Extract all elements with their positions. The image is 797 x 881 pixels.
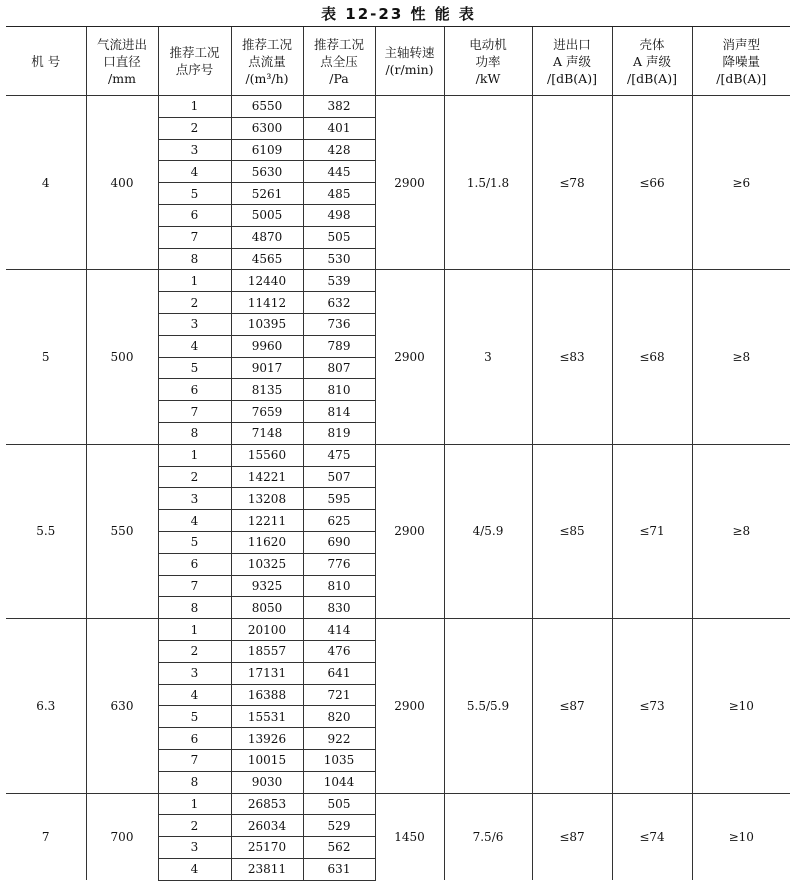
spindle-speed-cell: 2900 xyxy=(375,619,444,793)
machine-number-cell: 5.5 xyxy=(6,444,86,618)
flow-rate-cell: 12440 xyxy=(231,270,303,292)
flow-rate-cell: 15531 xyxy=(231,706,303,728)
flow-rate-cell: 6550 xyxy=(231,96,303,118)
flow-rate-cell: 16388 xyxy=(231,684,303,706)
column-header-7 xyxy=(444,27,532,96)
column-header-line: 推荐工况 xyxy=(313,36,364,52)
point-index-cell: 7 xyxy=(158,401,231,423)
total-pressure-cell: 807 xyxy=(303,357,375,379)
table-title: 表 12-23 性 能 表 xyxy=(321,5,476,23)
table-row xyxy=(6,444,790,466)
inlet-diameter-cell: 400 xyxy=(86,96,158,270)
column-header-line: /(r/min) xyxy=(385,62,434,77)
point-index-cell: 1 xyxy=(158,793,231,815)
motor-power-cell: 3 xyxy=(444,270,532,444)
point-index-cell: 7 xyxy=(158,226,231,248)
point-index-cell: 1 xyxy=(158,96,231,118)
point-index-cell: 7 xyxy=(158,575,231,597)
total-pressure-cell: 529 xyxy=(303,815,375,837)
point-index-cell: 8 xyxy=(158,248,231,270)
total-pressure-cell: 539 xyxy=(303,270,375,292)
total-pressure-cell: 1044 xyxy=(303,771,375,793)
column-header-5 xyxy=(303,27,375,96)
inlet-noise-cell: ≤87 xyxy=(532,619,612,793)
total-pressure-cell: 505 xyxy=(303,226,375,248)
noise-reduction-cell: ≥8 xyxy=(692,270,790,444)
column-header-line: /(m³/h) xyxy=(245,70,289,86)
shell-noise-cell: ≤74 xyxy=(612,793,692,880)
flow-rate-cell: 5261 xyxy=(231,183,303,205)
total-pressure-cell: 485 xyxy=(303,183,375,205)
column-header-line: 口直径 xyxy=(103,53,141,69)
total-pressure-cell: 562 xyxy=(303,837,375,859)
point-index-cell: 4 xyxy=(158,858,231,880)
total-pressure-cell: 810 xyxy=(303,379,375,401)
table-body xyxy=(6,96,790,881)
table-row xyxy=(6,793,790,815)
flow-rate-cell: 26853 xyxy=(231,793,303,815)
flow-rate-cell: 8050 xyxy=(231,597,303,619)
column-header-line: /[dB(A)] xyxy=(547,70,597,86)
shell-noise-cell: ≤71 xyxy=(612,444,692,618)
flow-rate-cell: 11412 xyxy=(231,292,303,314)
flow-rate-cell: 26034 xyxy=(231,815,303,837)
flow-rate-cell: 8135 xyxy=(231,379,303,401)
inlet-diameter-cell: 700 xyxy=(86,793,158,880)
flow-rate-cell: 13208 xyxy=(231,488,303,510)
flow-rate-cell: 6300 xyxy=(231,117,303,139)
total-pressure-cell: 475 xyxy=(303,444,375,466)
total-pressure-cell: 631 xyxy=(303,858,375,880)
column-header-line: A 声级 xyxy=(632,53,671,69)
noise-reduction-cell: ≥10 xyxy=(692,619,790,793)
flow-rate-cell: 9325 xyxy=(231,575,303,597)
machine-number-cell: 6.3 xyxy=(6,619,86,793)
point-index-cell: 4 xyxy=(158,684,231,706)
inlet-diameter-cell: 500 xyxy=(86,270,158,444)
total-pressure-cell: 476 xyxy=(303,640,375,662)
header-row xyxy=(6,27,790,96)
total-pressure-cell: 632 xyxy=(303,292,375,314)
column-header-line: 主轴转速 xyxy=(384,45,435,60)
column-header-10 xyxy=(692,27,790,96)
point-index-cell: 2 xyxy=(158,117,231,139)
point-index-cell: 6 xyxy=(158,728,231,750)
point-index-cell: 3 xyxy=(158,662,231,684)
total-pressure-cell: 530 xyxy=(303,248,375,270)
point-index-cell: 3 xyxy=(158,488,231,510)
performance-table xyxy=(6,26,790,881)
motor-power-cell: 4/5.9 xyxy=(444,444,532,618)
spindle-speed-cell: 2900 xyxy=(375,444,444,618)
flow-rate-cell: 13926 xyxy=(231,728,303,750)
point-index-cell: 3 xyxy=(158,837,231,859)
total-pressure-cell: 428 xyxy=(303,139,375,161)
flow-rate-cell: 9960 xyxy=(231,335,303,357)
shell-noise-cell: ≤73 xyxy=(612,619,692,793)
point-index-cell: 5 xyxy=(158,357,231,379)
machine-number-cell: 4 xyxy=(6,96,86,270)
point-index-cell: 6 xyxy=(158,553,231,575)
point-index-cell: 5 xyxy=(158,706,231,728)
flow-rate-cell: 25170 xyxy=(231,837,303,859)
total-pressure-cell: 922 xyxy=(303,728,375,750)
total-pressure-cell: 595 xyxy=(303,488,375,510)
shell-noise-cell: ≤68 xyxy=(612,270,692,444)
flow-rate-cell: 9017 xyxy=(231,357,303,379)
total-pressure-cell: 810 xyxy=(303,575,375,597)
total-pressure-cell: 830 xyxy=(303,597,375,619)
table-row xyxy=(6,96,790,118)
column-header-line: 点流量 xyxy=(248,53,286,69)
point-index-cell: 1 xyxy=(158,619,231,641)
total-pressure-cell: 507 xyxy=(303,466,375,488)
machine-number-cell: 5 xyxy=(6,270,86,444)
motor-power-cell: 5.5/5.9 xyxy=(444,619,532,793)
flow-rate-cell: 20100 xyxy=(231,619,303,641)
total-pressure-cell: 625 xyxy=(303,510,375,532)
column-header-6 xyxy=(375,27,444,96)
column-header-9 xyxy=(612,27,692,96)
total-pressure-cell: 814 xyxy=(303,401,375,423)
flow-rate-cell: 6109 xyxy=(231,139,303,161)
inlet-diameter-cell: 630 xyxy=(86,619,158,793)
flow-rate-cell: 14221 xyxy=(231,466,303,488)
total-pressure-cell: 690 xyxy=(303,531,375,553)
motor-power-cell: 7.5/6 xyxy=(444,793,532,880)
flow-rate-cell: 4870 xyxy=(231,226,303,248)
flow-rate-cell: 15560 xyxy=(231,444,303,466)
total-pressure-cell: 401 xyxy=(303,117,375,139)
flow-rate-cell: 18557 xyxy=(231,640,303,662)
noise-reduction-cell: ≥6 xyxy=(692,96,790,270)
point-index-cell: 6 xyxy=(158,379,231,401)
point-index-cell: 8 xyxy=(158,771,231,793)
spindle-speed-cell: 2900 xyxy=(375,96,444,270)
column-header-line: /[dB(A)] xyxy=(627,70,677,86)
total-pressure-cell: 819 xyxy=(303,422,375,444)
point-index-cell: 1 xyxy=(158,270,231,292)
column-header-line: /mm xyxy=(108,70,136,86)
point-index-cell: 2 xyxy=(158,815,231,837)
flow-rate-cell: 5005 xyxy=(231,204,303,226)
machine-number-cell: 7 xyxy=(6,793,86,880)
column-header-8 xyxy=(532,27,612,96)
motor-power-cell: 1.5/1.8 xyxy=(444,96,532,270)
flow-rate-cell: 9030 xyxy=(231,771,303,793)
total-pressure-cell: 505 xyxy=(303,793,375,815)
point-index-cell: 2 xyxy=(158,466,231,488)
point-index-cell: 5 xyxy=(158,531,231,553)
point-index-cell: 5 xyxy=(158,183,231,205)
total-pressure-cell: 445 xyxy=(303,161,375,183)
column-header-line: 推荐工况 xyxy=(169,45,220,60)
column-header-line: 功率 xyxy=(475,53,501,69)
point-index-cell: 3 xyxy=(158,313,231,335)
spindle-speed-cell: 2900 xyxy=(375,270,444,444)
point-index-cell: 2 xyxy=(158,292,231,314)
total-pressure-cell: 789 xyxy=(303,335,375,357)
flow-rate-cell: 17131 xyxy=(231,662,303,684)
point-index-cell: 4 xyxy=(158,161,231,183)
column-header-line: 进出口 xyxy=(553,36,591,52)
total-pressure-cell: 776 xyxy=(303,553,375,575)
flow-rate-cell: 7148 xyxy=(231,422,303,444)
total-pressure-cell: 641 xyxy=(303,662,375,684)
column-header-line: 推荐工况 xyxy=(241,36,292,52)
point-index-cell: 4 xyxy=(158,335,231,357)
column-header-line: /[dB(A)] xyxy=(716,70,767,86)
table-row xyxy=(6,270,790,292)
flow-rate-cell: 10395 xyxy=(231,313,303,335)
point-index-cell: 1 xyxy=(158,444,231,466)
total-pressure-cell: 414 xyxy=(303,619,375,641)
point-index-cell: 4 xyxy=(158,510,231,532)
column-header-line: /kW xyxy=(475,70,501,86)
table-row xyxy=(6,619,790,641)
column-header-2 xyxy=(86,27,158,96)
total-pressure-cell: 382 xyxy=(303,96,375,118)
column-header-line: A 声级 xyxy=(552,53,591,69)
inlet-noise-cell: ≤78 xyxy=(532,96,612,270)
noise-reduction-cell: ≥10 xyxy=(692,793,790,880)
flow-rate-cell: 10325 xyxy=(231,553,303,575)
inlet-noise-cell: ≤87 xyxy=(532,793,612,880)
column-header-3 xyxy=(158,27,231,96)
point-index-cell: 3 xyxy=(158,139,231,161)
shell-noise-cell: ≤66 xyxy=(612,96,692,270)
column-header-line: 气流进出 xyxy=(96,36,147,52)
column-header-line: 降噪量 xyxy=(722,53,760,69)
flow-rate-cell: 4565 xyxy=(231,248,303,270)
flow-rate-cell: 23811 xyxy=(231,858,303,880)
point-index-cell: 8 xyxy=(158,597,231,619)
column-header-line: /Pa xyxy=(329,70,349,86)
column-header-line: 点序号 xyxy=(175,62,214,77)
column-header-line: 消声型 xyxy=(722,36,760,52)
point-index-cell: 2 xyxy=(158,640,231,662)
inlet-noise-cell: ≤83 xyxy=(532,270,612,444)
column-header-line: 壳体 xyxy=(639,36,665,52)
flow-rate-cell: 11620 xyxy=(231,531,303,553)
total-pressure-cell: 498 xyxy=(303,204,375,226)
flow-rate-cell: 5630 xyxy=(231,161,303,183)
flow-rate-cell: 10015 xyxy=(231,749,303,771)
column-header-4 xyxy=(231,27,303,96)
column-header-line: 机 号 xyxy=(31,53,61,69)
total-pressure-cell: 736 xyxy=(303,313,375,335)
spindle-speed-cell: 1450 xyxy=(375,793,444,880)
flow-rate-cell: 12211 xyxy=(231,510,303,532)
inlet-noise-cell: ≤85 xyxy=(532,444,612,618)
total-pressure-cell: 1035 xyxy=(303,749,375,771)
noise-reduction-cell: ≥8 xyxy=(692,444,790,618)
total-pressure-cell: 820 xyxy=(303,706,375,728)
point-index-cell: 8 xyxy=(158,422,231,444)
column-header-line: 电动机 xyxy=(469,36,507,52)
point-index-cell: 6 xyxy=(158,204,231,226)
total-pressure-cell: 721 xyxy=(303,684,375,706)
column-header-line: 点全压 xyxy=(320,53,358,69)
column-header-1 xyxy=(6,27,86,96)
point-index-cell: 7 xyxy=(158,749,231,771)
flow-rate-cell: 7659 xyxy=(231,401,303,423)
inlet-diameter-cell: 550 xyxy=(86,444,158,618)
